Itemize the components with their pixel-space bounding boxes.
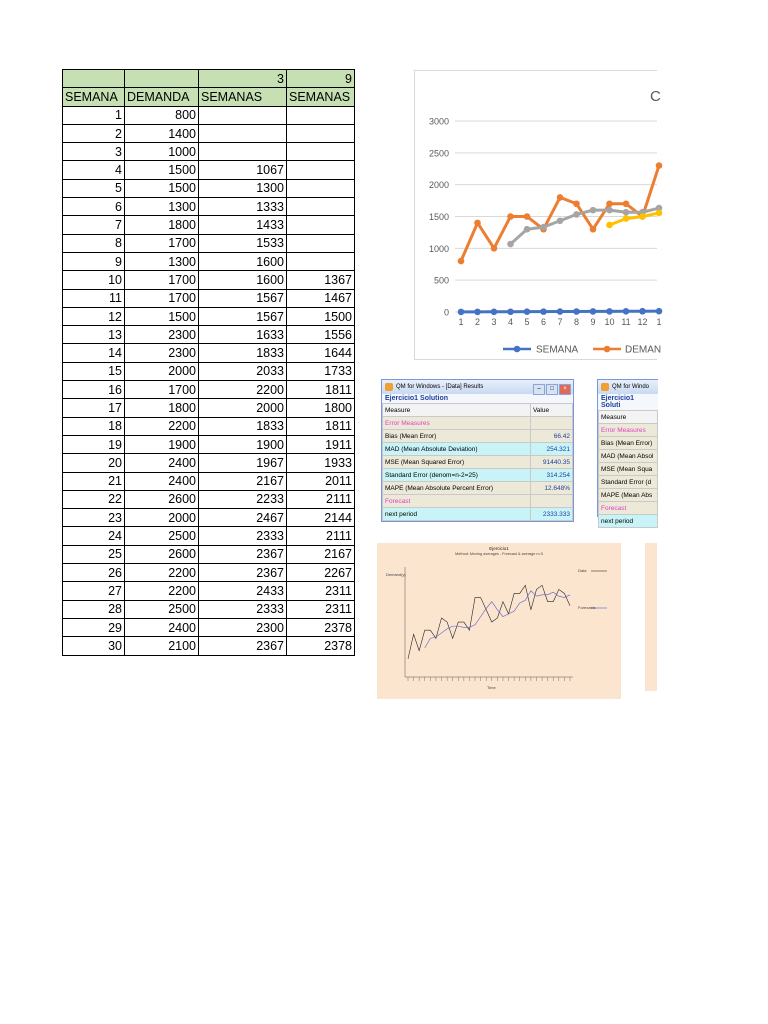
table-row xyxy=(63,307,355,325)
table-row xyxy=(63,344,355,362)
measure-label: MAD (Mean Absol xyxy=(599,450,658,463)
header-row-top xyxy=(63,70,355,88)
semana-cell: 4 xyxy=(63,161,125,179)
demanda-cell: 2600 xyxy=(125,490,199,508)
x-tick-label: 7 xyxy=(557,317,563,327)
ma9-cell: 1644 xyxy=(287,344,355,362)
semana-cell: 22 xyxy=(63,490,125,508)
x-tick-label: 1 xyxy=(458,317,464,327)
ma3-cell: 1900 xyxy=(199,435,287,453)
data-point xyxy=(507,213,514,220)
semana-cell: 20 xyxy=(63,454,125,472)
forecast-heading: Forecast xyxy=(383,495,531,508)
qm-results-window xyxy=(381,379,574,522)
data-point xyxy=(623,209,630,216)
y-tick-label: 1500 xyxy=(428,212,449,222)
data-point xyxy=(491,245,498,252)
ma9-cell: 2011 xyxy=(287,472,355,490)
demanda-cell: 2000 xyxy=(125,509,199,527)
x-tick-label: 4 xyxy=(507,317,514,327)
x-tick-label: 3 xyxy=(491,317,497,327)
table-row xyxy=(63,490,355,508)
measure-column-header: Measure xyxy=(383,404,531,417)
demanda-cell: 2200 xyxy=(125,582,199,600)
error-measures-heading: Error Measures xyxy=(599,424,658,437)
header-row xyxy=(63,88,355,106)
table-row xyxy=(63,582,355,600)
ma9-cell xyxy=(287,179,355,197)
table-row xyxy=(63,637,355,655)
semana-cell: 25 xyxy=(63,545,125,563)
data-point xyxy=(623,200,630,207)
demanda-cell: 1500 xyxy=(125,161,199,179)
data-point xyxy=(573,200,580,207)
data-point xyxy=(623,308,630,315)
ma3-cell: 2300 xyxy=(199,618,287,636)
demanda-cell: 1300 xyxy=(125,198,199,216)
minimize-icon[interactable]: – xyxy=(533,384,545,395)
semana-cell: 5 xyxy=(63,179,125,197)
next-period-value: 2333.333 xyxy=(530,508,572,521)
x-tick-label: 1 xyxy=(656,317,662,327)
table-row xyxy=(63,381,355,399)
demanda-cell: 1300 xyxy=(125,252,199,270)
y-tick-label: 1000 xyxy=(428,243,449,254)
ma3-cell: 2167 xyxy=(199,472,287,490)
ma3-cell: SEMANAS xyxy=(199,88,287,106)
ma9-cell: 2167 xyxy=(287,545,355,563)
ma3-cell: 2333 xyxy=(199,600,287,618)
ma9-cell: 2378 xyxy=(287,618,355,636)
table-row xyxy=(63,454,355,472)
legend-label: DEMAN xyxy=(625,344,662,356)
measure-value: 254.321 xyxy=(530,443,572,456)
data-point xyxy=(458,309,465,316)
ma3-cell: 1600 xyxy=(199,252,287,270)
data-point xyxy=(606,222,613,229)
y-tick-label: 500 xyxy=(433,275,449,286)
demanda-cell: 1700 xyxy=(125,271,199,289)
data-point xyxy=(557,308,564,315)
ma9-cell: 1556 xyxy=(287,326,355,344)
data-point xyxy=(639,213,646,220)
demanda-cell: 1800 xyxy=(125,216,199,234)
ma9-cell: 2311 xyxy=(287,600,355,618)
table-row xyxy=(63,472,355,490)
ma9-cell: 1500 xyxy=(287,307,355,325)
next-period-label: next period xyxy=(383,508,531,521)
semana-cell: 1 xyxy=(63,106,125,124)
ma3-cell: 2200 xyxy=(199,381,287,399)
solution-title: Ejercicio1 Solution xyxy=(382,394,573,403)
ma3-cell: 3 xyxy=(199,70,287,88)
data-point xyxy=(540,308,547,315)
demanda-cell: 2300 xyxy=(125,344,199,362)
error-measures-table xyxy=(598,410,658,528)
semana-cell: 12 xyxy=(63,307,125,325)
data-point xyxy=(590,308,597,315)
ma9-cell xyxy=(287,216,355,234)
demanda-cell: 2200 xyxy=(125,564,199,582)
demanda-cell: 2000 xyxy=(125,362,199,380)
table-row xyxy=(63,527,355,545)
table-row xyxy=(63,124,355,142)
ma9-cell: 2111 xyxy=(287,527,355,545)
semana-cell: 19 xyxy=(63,435,125,453)
qm-window-title: QM for Windo xyxy=(612,384,650,390)
ma9-cell xyxy=(287,161,355,179)
data-point xyxy=(656,162,663,169)
semana-cell: 21 xyxy=(63,472,125,490)
data-point xyxy=(573,211,580,218)
table-row xyxy=(63,600,355,618)
measure-value: 314.254 xyxy=(530,469,572,482)
window-controls xyxy=(532,382,571,396)
ma9-cell: 2311 xyxy=(287,582,355,600)
semana-cell: 16 xyxy=(63,381,125,399)
demanda-cell: 1700 xyxy=(125,234,199,252)
plot-forecast-line xyxy=(425,591,570,648)
ma9-cell xyxy=(287,143,355,161)
semana-cell: 10 xyxy=(63,271,125,289)
semana-cell: 3 xyxy=(63,143,125,161)
ma3-cell: 1633 xyxy=(199,326,287,344)
table-row xyxy=(63,234,355,252)
data-point xyxy=(458,258,465,265)
data-point xyxy=(507,308,514,315)
data-point xyxy=(474,309,481,316)
demanda-cell: 2600 xyxy=(125,545,199,563)
ma3-cell: 2433 xyxy=(199,582,287,600)
ma3-cell: 2467 xyxy=(199,509,287,527)
error-measures-heading: Error Measures xyxy=(383,417,531,430)
error-measures-table xyxy=(382,403,573,521)
legend-label: SEMANA xyxy=(536,344,579,356)
semana-cell xyxy=(63,70,125,88)
ma3-cell xyxy=(199,106,287,124)
demanda-cell: 2200 xyxy=(125,417,199,435)
ma3-cell: 1833 xyxy=(199,417,287,435)
ma3-cell: 2033 xyxy=(199,362,287,380)
table-row xyxy=(63,326,355,344)
demanda-cell: 2500 xyxy=(125,600,199,618)
x-tick-label: 9 xyxy=(590,317,596,327)
demanda-cell: 2300 xyxy=(125,326,199,344)
table-row xyxy=(63,417,355,435)
forecast-heading: Forecast xyxy=(599,502,658,515)
semana-cell: SEMANA xyxy=(63,88,125,106)
qm-app-icon xyxy=(385,383,393,391)
moving-average-plot-2 xyxy=(645,543,657,691)
demanda-cell: 1800 xyxy=(125,399,199,417)
moving-average-plot-svg xyxy=(377,543,621,699)
semana-cell: 23 xyxy=(63,509,125,527)
ma9-cell: 9 xyxy=(287,70,355,88)
ma3-cell xyxy=(199,143,287,161)
qm-window-title: QM for Windows - [Data] Results xyxy=(396,384,484,390)
measure-label: MAPE (Mean Abs xyxy=(599,489,658,502)
ma9-cell: 1933 xyxy=(287,454,355,472)
semana-cell: 28 xyxy=(63,600,125,618)
demanda-cell: 2400 xyxy=(125,618,199,636)
ma3-cell: 1333 xyxy=(199,198,287,216)
demanda-cell: 2400 xyxy=(125,472,199,490)
table-row xyxy=(63,271,355,289)
semana-cell: 26 xyxy=(63,564,125,582)
table-row xyxy=(63,564,355,582)
value-column-header: Value xyxy=(530,404,572,417)
qm-results-window-2 xyxy=(597,379,658,525)
ma3-cell: 1567 xyxy=(199,307,287,325)
data-point xyxy=(573,308,580,315)
semana-cell: 29 xyxy=(63,618,125,636)
data-point xyxy=(491,309,498,316)
demanda-cell: 2400 xyxy=(125,454,199,472)
semana-cell: 13 xyxy=(63,326,125,344)
next-period-label: next period xyxy=(599,515,658,528)
plot-xlabel: Time xyxy=(487,685,496,690)
semana-cell: 9 xyxy=(63,252,125,270)
data-point xyxy=(606,200,613,207)
ma9-cell xyxy=(287,252,355,270)
semana-cell: 14 xyxy=(63,344,125,362)
ma9-cell: 1800 xyxy=(287,399,355,417)
ma3-cell: 1533 xyxy=(199,234,287,252)
y-tick-label: 3000 xyxy=(428,116,449,127)
semana-cell: 17 xyxy=(63,399,125,417)
ma3-cell: 1600 xyxy=(199,271,287,289)
ma3-cell xyxy=(199,124,287,142)
ma3-cell: 1967 xyxy=(199,454,287,472)
table-row xyxy=(63,161,355,179)
demanda-cell: 1700 xyxy=(125,289,199,307)
data-point xyxy=(656,308,663,315)
line-chart xyxy=(414,70,662,360)
plot-demand-line xyxy=(408,585,570,658)
plot-legend-forecast: Forecasts xyxy=(578,605,596,610)
data-point xyxy=(623,215,630,222)
semana-cell: 8 xyxy=(63,234,125,252)
data-point xyxy=(557,194,564,201)
ma3-cell: 2333 xyxy=(199,527,287,545)
data-point xyxy=(474,220,481,227)
data-point xyxy=(590,207,597,214)
ma9-cell: 1911 xyxy=(287,435,355,453)
x-tick-label: 12 xyxy=(637,317,648,327)
measure-label: MAD (Mean Absolute Deviation) xyxy=(383,443,531,456)
measure-label: MSE (Mean Squa xyxy=(599,463,658,476)
semana-cell: 7 xyxy=(63,216,125,234)
x-tick-label: 11 xyxy=(621,317,631,327)
data-point xyxy=(540,224,547,231)
table-row xyxy=(63,618,355,636)
semana-cell: 24 xyxy=(63,527,125,545)
qm-app-icon xyxy=(601,383,609,391)
demanda-cell: 2100 xyxy=(125,637,199,655)
ma9-cell: 1811 xyxy=(287,417,355,435)
legend-marker xyxy=(514,346,521,353)
qm-window-titlebar xyxy=(382,380,573,394)
ma9-cell xyxy=(287,234,355,252)
moving-average-plot xyxy=(377,543,621,699)
table-row xyxy=(63,399,355,417)
ma9-cell: 2111 xyxy=(287,490,355,508)
ma3-cell: 1300 xyxy=(199,179,287,197)
ma9-cell: 1733 xyxy=(287,362,355,380)
data-point xyxy=(656,210,663,217)
table-row xyxy=(63,216,355,234)
x-tick-label: 6 xyxy=(540,317,547,327)
ma3-cell: 2367 xyxy=(199,637,287,655)
data-table xyxy=(62,69,355,656)
data-point xyxy=(524,226,531,233)
measure-label: Bias (Mean Error) xyxy=(599,437,658,450)
ma9-cell: 1811 xyxy=(287,381,355,399)
demanda-cell: 1500 xyxy=(125,307,199,325)
table-row xyxy=(63,198,355,216)
plot-ylabel: Demand(y) xyxy=(386,572,406,577)
legend-marker xyxy=(604,346,611,353)
ma3-cell: 2000 xyxy=(199,399,287,417)
ma3-cell: 1833 xyxy=(199,344,287,362)
measure-value: 66.42 xyxy=(530,430,572,443)
table-row xyxy=(63,143,355,161)
solution-title: Ejercicio1 Soluti xyxy=(598,394,658,410)
measure-label: Standard Error (d xyxy=(599,476,658,489)
series-line xyxy=(610,213,660,225)
table-row xyxy=(63,435,355,453)
y-tick-label: 0 xyxy=(443,307,449,318)
ma9-cell: 2144 xyxy=(287,509,355,527)
table-row xyxy=(63,252,355,270)
measure-label: MSE (Mean Squared Error) xyxy=(383,456,531,469)
data-point xyxy=(590,226,597,233)
demanda-cell: DEMANDA xyxy=(125,88,199,106)
data-point xyxy=(507,241,514,248)
measure-value: 91440.35 xyxy=(530,456,572,469)
ma9-cell xyxy=(287,198,355,216)
ma9-cell xyxy=(287,124,355,142)
ma3-cell: 1433 xyxy=(199,216,287,234)
demanda-cell: 1400 xyxy=(125,124,199,142)
demanda-cell: 2500 xyxy=(125,527,199,545)
x-tick-label: 2 xyxy=(474,317,481,327)
plot-subtitle: Method: Moving averages - Forecast & average n=3 xyxy=(455,552,543,556)
measure-value: 12.648% xyxy=(530,482,572,495)
ma9-cell: 1467 xyxy=(287,289,355,307)
x-tick-label: 8 xyxy=(573,317,580,327)
semana-cell: 18 xyxy=(63,417,125,435)
plot-legend-data: Data xyxy=(578,568,587,573)
semana-cell: 27 xyxy=(63,582,125,600)
demanda-cell: 1900 xyxy=(125,435,199,453)
demanda-cell xyxy=(125,70,199,88)
semana-cell: 30 xyxy=(63,637,125,655)
table-row xyxy=(63,289,355,307)
plot-title: Ejercicio1 xyxy=(489,546,509,551)
measure-column-header: Measure xyxy=(599,411,658,424)
semana-cell: 6 xyxy=(63,198,125,216)
measure-label: Bias (Mean Error) xyxy=(383,430,531,443)
data-point xyxy=(524,213,531,220)
table-row xyxy=(63,362,355,380)
data-point xyxy=(524,308,531,315)
table-row xyxy=(63,179,355,197)
measure-label: MAPE (Mean Absolute Percent Error) xyxy=(383,482,531,495)
close-icon[interactable]: × xyxy=(559,384,571,395)
ma3-cell: 2233 xyxy=(199,490,287,508)
x-tick-label: 5 xyxy=(524,317,530,327)
ma9-cell: SEMANAS xyxy=(287,88,355,106)
ma9-cell: 2267 xyxy=(287,564,355,582)
semana-cell: 2 xyxy=(63,124,125,142)
y-tick-label: 2500 xyxy=(428,148,449,159)
x-tick-label: 10 xyxy=(604,317,615,327)
ma3-cell: 1567 xyxy=(199,289,287,307)
qm-window-titlebar xyxy=(598,380,658,394)
ma3-cell: 2367 xyxy=(199,564,287,582)
data-point xyxy=(557,217,564,224)
measure-label: Standard Error (denom=n-2=25) xyxy=(383,469,531,482)
table-row xyxy=(63,509,355,527)
ma9-cell: 2378 xyxy=(287,637,355,655)
data-point xyxy=(606,308,613,315)
table-row xyxy=(63,106,355,124)
ma3-cell: 2367 xyxy=(199,545,287,563)
ma9-cell xyxy=(287,106,355,124)
series-line xyxy=(511,208,660,244)
line-chart-svg xyxy=(415,71,662,359)
data-point xyxy=(606,207,613,214)
y-tick-label: 2000 xyxy=(428,180,449,191)
maximize-icon[interactable]: □ xyxy=(546,384,558,395)
table-row xyxy=(63,545,355,563)
demanda-cell: 1700 xyxy=(125,381,199,399)
data-point xyxy=(639,308,646,315)
ma3-cell: 1067 xyxy=(199,161,287,179)
demanda-cell: 1500 xyxy=(125,179,199,197)
demanda-cell: 800 xyxy=(125,106,199,124)
ma9-cell: 1367 xyxy=(287,271,355,289)
semana-cell: 15 xyxy=(63,362,125,380)
chart-title: C xyxy=(650,88,661,105)
semana-cell: 11 xyxy=(63,289,125,307)
demanda-cell: 1000 xyxy=(125,143,199,161)
